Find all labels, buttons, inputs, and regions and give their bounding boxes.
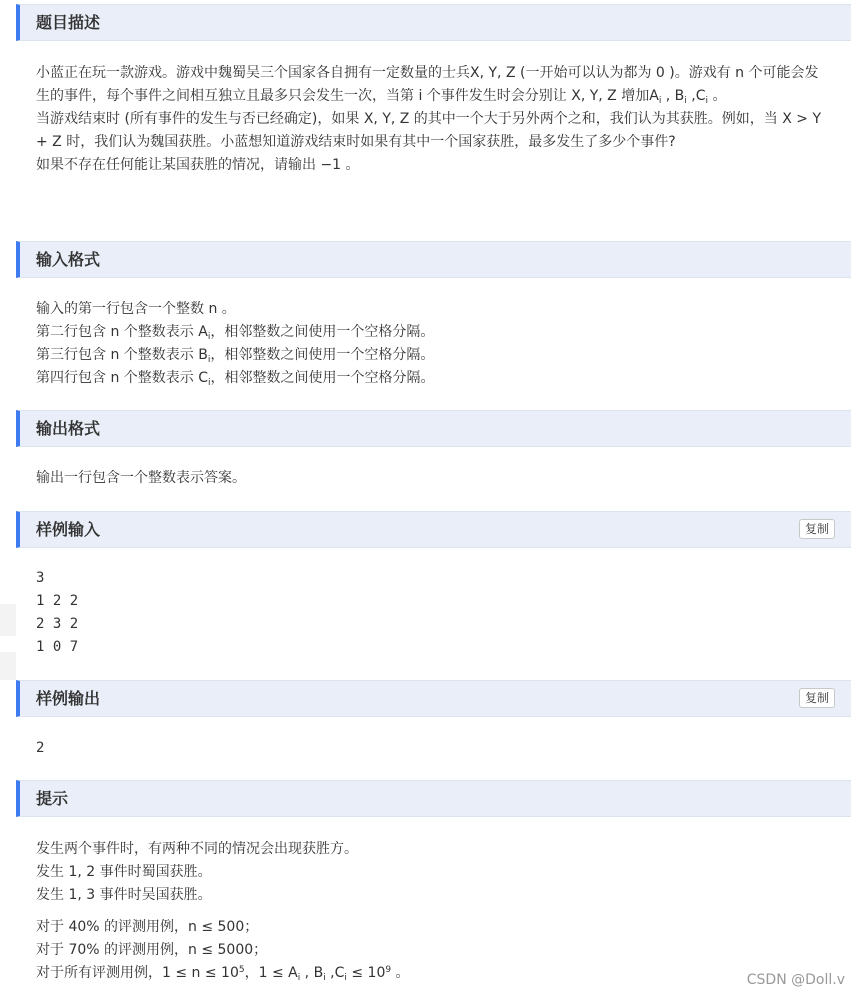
description-body (36, 62, 827, 177)
hint-body (36, 838, 827, 907)
watermark: CSDN @Doll.v (746, 972, 845, 988)
code-line: 2 3 2 (36, 616, 79, 632)
text-line: 发生两个事件时，有两种不同的情况会出现获胜方。 (36, 841, 358, 857)
description-paragraph: 小蓝正在玩一款游戏。游戏中魏蜀吴三个国家各自拥有一定数量的士兵X, Y, Z (一开始可以认为都为 0 )。游戏有 n 个可能会发生的事件，每个事件之间相互独立且最多只会发生一次，当第 i 个事件发生时会分别让 X, Y, Z 增加$A_i$ , $B_i$ $,C_i$ 。 (36, 65, 819, 106)
section-title: 样例输入 (36, 520, 101, 539)
sample-output-code (36, 737, 44, 760)
section-title: 输入格式 (36, 250, 101, 269)
input-format-body (36, 298, 827, 390)
description-paragraph: 如果不存在任何能让某国获胜的情况，请输出 −1 。 (36, 157, 360, 173)
code-line: 3 (36, 570, 45, 586)
copy-button[interactable]: 复制 (799, 688, 835, 708)
code-line: 2 (36, 740, 45, 756)
section-header-description (16, 4, 851, 41)
text-line: 输出一行包含一个整数表示答案。 (36, 470, 246, 486)
section-header-hint (16, 780, 851, 817)
section-header-sample-input (16, 511, 851, 548)
text-line: 第二行包含 n 个整数表示 $A_i$，相邻整数之间使用一个空格分隔。 (36, 324, 435, 342)
code-line: 1 2 2 (36, 593, 79, 609)
section-title: 样例输出 (36, 689, 101, 708)
description-paragraph: 当游戏结束时 (所有事件的发生与否已经确定)，如果 X, Y, Z 的其中一个大于另外两个之和，我们认为其获胜。例如，当 X > Y + Z 时，我们认为魏国获胜。小蓝想知道游戏结束时如果有其中一个国家获胜，最多发生了多少个事件? (36, 111, 822, 150)
code-line: 1 0 7 (36, 639, 79, 655)
output-format-body (36, 467, 827, 490)
section-header-input-format (16, 241, 851, 278)
left-gutter (0, 0, 16, 994)
text-line: 输入的第一行包含一个整数 n 。 (36, 301, 236, 317)
text-line: 第三行包含 n 个整数表示 $B_i$，相邻整数之间使用一个空格分隔。 (36, 347, 435, 365)
side-tab[interactable] (0, 604, 16, 636)
copy-button[interactable]: 复制 (799, 519, 835, 539)
sample-input-code (36, 567, 78, 659)
section-title: 输出格式 (36, 419, 101, 438)
hint-constraints (36, 916, 827, 985)
section-header-output-format (16, 410, 851, 447)
text-line: 对于所有评测用例，$1 \le n \le 10^5$，$1 \le A_i$ , $B_i$ $,C_i \le 10^9$ 。 (36, 965, 410, 983)
text-line: 发生 1, 2 事件时蜀国获胜。 (36, 864, 212, 880)
text-line: 第四行包含 n 个整数表示 $C_i$，相邻整数之间使用一个空格分隔。 (36, 370, 435, 388)
text-line: 对于 40% 的评测用例，n ≤ 500； (36, 919, 259, 935)
section-title: 提示 (36, 789, 69, 808)
text-line: 发生 1, 3 事件时吴国获胜。 (36, 887, 212, 903)
section-title: 题目描述 (36, 13, 101, 32)
text-line: 对于 70% 的评测用例，n ≤ 5000； (36, 942, 268, 958)
section-header-sample-output (16, 680, 851, 717)
side-tab[interactable] (0, 652, 16, 680)
